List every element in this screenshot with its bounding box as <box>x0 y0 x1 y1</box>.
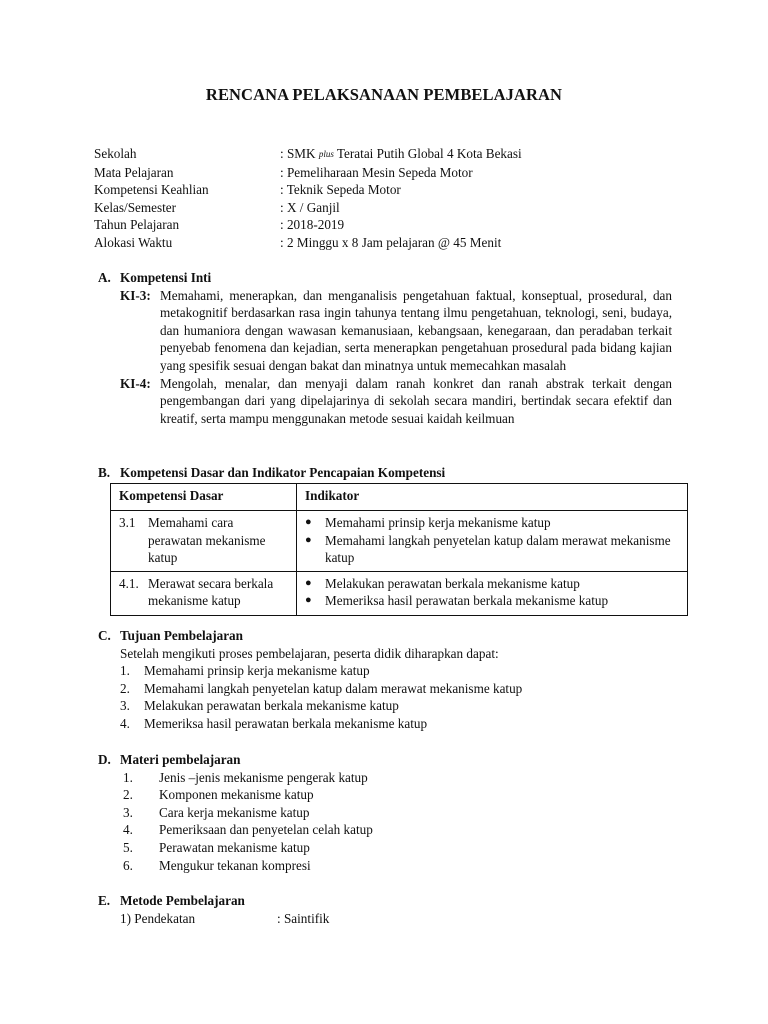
indicator-cell <box>296 571 687 615</box>
section-title: Metode Pembelajaran <box>120 893 245 908</box>
indicator-item <box>305 575 681 593</box>
identity-row <box>94 164 694 182</box>
indicator-item <box>305 592 681 610</box>
identity-key: Kelas/Semester <box>94 199 177 215</box>
section-letter: D. <box>98 752 111 767</box>
section-heading <box>98 627 688 645</box>
list-text: Melakukan perawatan berkala mekanisme katup <box>144 698 399 714</box>
section-heading <box>98 269 688 287</box>
section-tujuan <box>98 627 688 733</box>
section-title: Tujuan Pembelajaran <box>120 628 243 643</box>
indicator-text: Memahami langkah penyetelan katup dalam merawat mekanisme katup <box>324 532 671 566</box>
kd-number: 3.1 <box>119 515 136 530</box>
identity-row <box>94 181 694 199</box>
list-item <box>120 804 688 822</box>
identity-value: : Pemeliharaan Mesin Sepeda Motor <box>280 164 473 180</box>
list-number: 4. <box>120 715 130 731</box>
list-number: 4. <box>123 822 133 838</box>
list-number: 1. <box>123 769 133 785</box>
list-item <box>120 662 688 680</box>
table-header: Kompetensi Dasar <box>111 484 297 511</box>
indicator-cell <box>296 511 687 572</box>
identity-key: Mata Pelajaran <box>94 164 174 180</box>
list-number: 2. <box>123 787 133 803</box>
list-number: 2. <box>120 680 130 696</box>
list-text: Komponen mekanisme katup <box>159 787 314 803</box>
section-heading <box>98 464 688 482</box>
section-kompetensi-inti <box>98 269 688 427</box>
list-number: 6. <box>123 857 133 873</box>
ki-text: Mengolah, menalar, dan menyaji dalam ranah konkret dan ranah abstrak terkait dengan pengembangan dari yang dipelajarinya di sekolah secara mandiri, bertindak secara efektif dan kreatif, serta mampu menggunakan metode sesuai kaidah keilmuan <box>160 375 672 426</box>
list-text: Perawatan mekanisme katup <box>159 839 310 855</box>
kd-number: 4.1. <box>119 575 139 591</box>
approach-label: 1) Pendekatan <box>120 910 196 926</box>
list-item <box>120 839 688 857</box>
kd-cell <box>111 571 297 615</box>
list-number: 3. <box>123 804 133 820</box>
list-text: Memeriksa hasil perawatan berkala mekanisme katup <box>144 715 428 731</box>
kd-text: Merawat secara berkala mekanisme katup <box>148 575 274 609</box>
table-header-row <box>111 484 688 511</box>
table-header: Indikator <box>296 484 687 511</box>
list-number: 3. <box>120 698 130 714</box>
section-metode <box>98 892 688 927</box>
indicator-item <box>305 514 681 532</box>
list-item <box>120 697 688 715</box>
indicator-text: Melakukan perawatan berkala mekanisme katup <box>324 575 580 591</box>
bullet-icon: ● <box>304 533 312 546</box>
identity-value: : Teknik Sepeda Motor <box>280 182 401 198</box>
list-item <box>120 857 688 875</box>
list-item <box>120 821 688 839</box>
document-title: RENCANA PELAKSANAAN PEMBELAJARAN <box>205 85 563 104</box>
list-item <box>120 786 688 804</box>
indicator-text: Memahami prinsip kerja mekanisme katup <box>324 515 551 530</box>
section-intro: Setelah mengikuti proses pembelajaran, peserta didik diharapkan dapat: <box>120 645 499 661</box>
bullet-icon: ● <box>304 594 312 607</box>
section-title: Materi pembelajaran <box>120 752 241 767</box>
kd-text: Memahami cara perawatan mekanisme katup <box>148 515 266 566</box>
section-materi <box>98 751 688 874</box>
list-text: Mengukur tekanan kompresi <box>159 857 311 873</box>
section-heading <box>98 751 688 769</box>
table-row <box>111 511 688 572</box>
ki-item <box>120 375 688 428</box>
section-heading <box>98 892 688 910</box>
kd-cell <box>111 511 297 572</box>
ki-text: Memahami, menerapkan, dan menganalisis pengetahuan faktual, konseptual, prosedural, dan metakognitif berdasarkan rasa ingin tahunya tentang ilmu pengetahuan, teknologi, seni, budaya, dan humaniora dengan wawasan kemanusiaan, kebangsaan, kenegaraan, dan peradaban terkait penyebab fenomena dan kejadian, serta menerapkan pengetahuan prosedural pada bidang kajian yang spesifik sesuai dengan bakat dan minatnya untuk memecahkan masalah <box>160 287 672 373</box>
approach-row <box>120 910 688 928</box>
identity-value <box>280 145 522 163</box>
list-item <box>120 680 688 698</box>
identity-row <box>94 199 694 217</box>
competency-table <box>110 483 688 616</box>
identity-row <box>94 234 694 252</box>
school-prefix: : SMK <box>280 146 319 161</box>
ki-label: KI-3: <box>120 287 151 303</box>
section-title: Kompetensi Dasar dan Indikator Pencapaian Kompetensi <box>120 465 446 480</box>
school-plus-mark: plus <box>318 149 334 159</box>
approach-value: : Saintifik <box>277 910 330 926</box>
list-number: 5. <box>123 839 133 855</box>
list-text: Memahami prinsip kerja mekanisme katup <box>144 663 370 679</box>
indicator-item <box>305 532 681 567</box>
section-letter: B. <box>98 465 111 480</box>
identity-key: Tahun Pelajaran <box>94 217 180 233</box>
list-item <box>120 715 688 733</box>
list-item <box>120 769 688 787</box>
list-number: 1. <box>120 663 130 679</box>
identity-value: : 2 Minggu x 8 Jam pelajaran @ 45 Menit <box>280 234 502 250</box>
identity-block <box>94 145 694 252</box>
identity-key: Kompetensi Keahlian <box>94 182 209 198</box>
identity-row <box>94 216 694 234</box>
section-letter: E. <box>98 893 111 908</box>
section-letter: C. <box>98 628 111 643</box>
ki-item <box>120 287 688 375</box>
identity-key: Sekolah <box>94 146 137 161</box>
identity-key: Alokasi Waktu <box>94 234 173 250</box>
bullet-icon: ● <box>304 576 312 589</box>
ki-label: KI-4: <box>120 375 151 391</box>
list-text: Cara kerja mekanisme katup <box>159 804 310 820</box>
section-kompetensi-dasar <box>98 464 688 482</box>
list-text: Pemeriksaan dan penyetelan celah katup <box>159 822 373 838</box>
school-name: Teratai Putih Global 4 Kota Bekasi <box>333 146 522 161</box>
indicator-text: Memeriksa hasil perawatan berkala mekanisme katup <box>324 593 609 609</box>
identity-row <box>94 145 694 163</box>
identity-value: : 2018-2019 <box>280 217 345 233</box>
table-row <box>111 571 688 615</box>
list-text: Jenis –jenis mekanisme pengerak katup <box>159 769 368 785</box>
list-text: Memahami langkah penyetelan katup dalam merawat mekanisme katup <box>144 680 523 696</box>
section-letter: A. <box>98 270 111 285</box>
bullet-icon: ● <box>304 516 312 528</box>
section-title: Kompetensi Inti <box>120 270 212 285</box>
identity-value: : X / Ganjil <box>280 199 340 215</box>
